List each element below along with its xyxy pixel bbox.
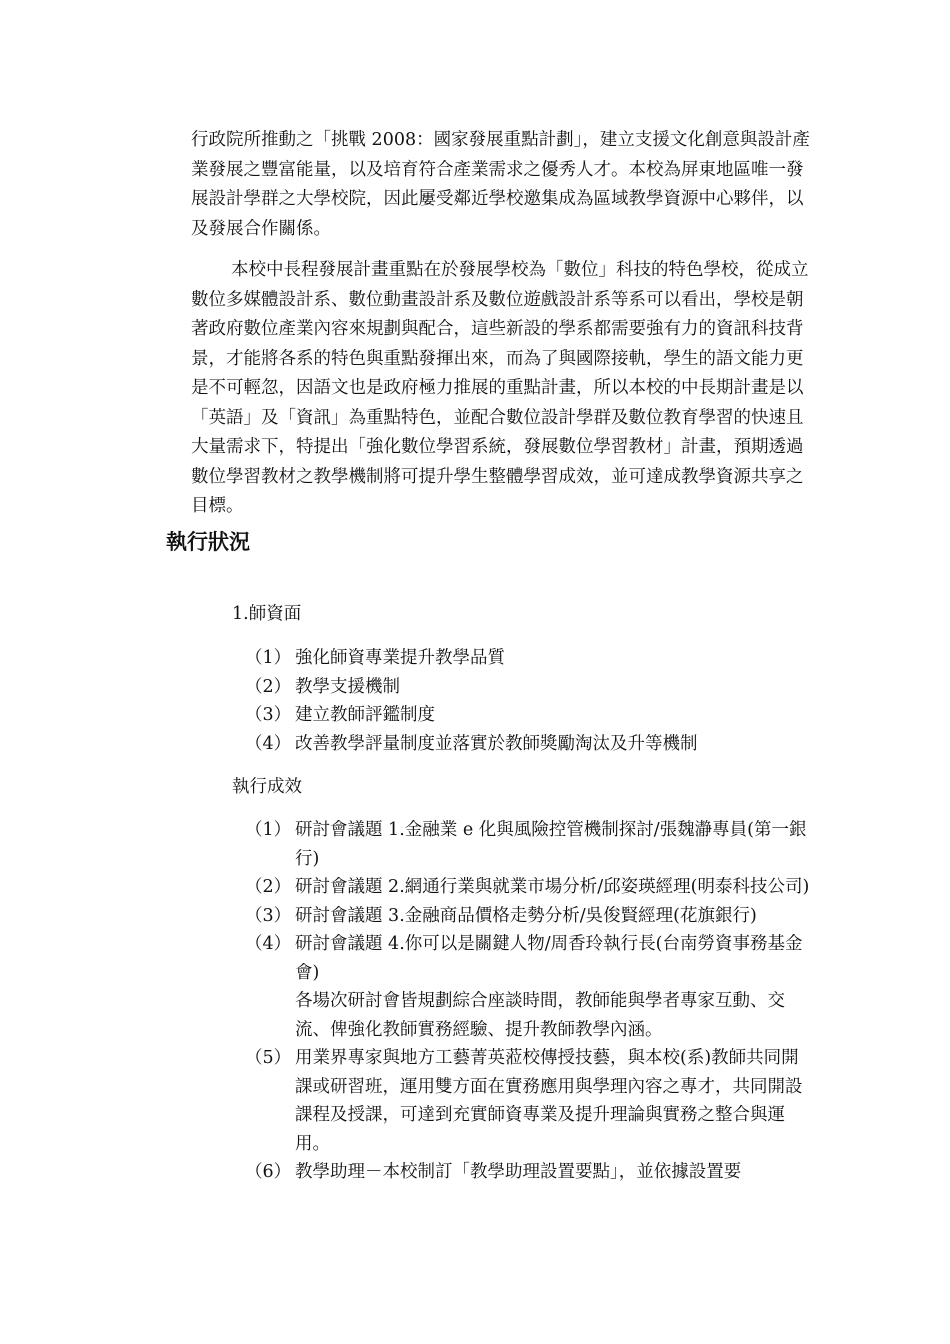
item-number: （2）	[245, 877, 292, 897]
section-heading: 執行狀況	[166, 529, 250, 554]
list-item	[245, 816, 815, 873]
item-number: （1）	[245, 648, 292, 668]
list-item	[245, 701, 815, 730]
item-number: （4）	[245, 934, 292, 954]
results-items-list	[245, 816, 815, 1187]
item-number: （1）	[245, 820, 292, 840]
teacher-section-label: 1.師資面	[232, 604, 302, 624]
item-text: 改善教學評量制度並落實於教師獎勵淘汰及升等機制	[295, 733, 698, 754]
list-item	[245, 1044, 815, 1158]
list-item	[245, 873, 815, 902]
item-text: 研討會議題 1.金融業 e 化與風險控管機制探討/張魏瀞專員(第一銀行)	[295, 820, 807, 869]
item-text: 教學支援機制	[295, 676, 400, 697]
list-item	[245, 673, 815, 702]
item-text: 用業界專家與地方工藝菁英蒞校傳授技藝，與本校(系)教師共同開課或研習班，運用雙方面在實務應用與學理內容之專才，共同開設課程及授課，可達到充實師資專業及提升理論與實務之整合與運用。	[295, 1048, 803, 1154]
list-item	[245, 902, 815, 931]
item-text: 研討會議題 2.網通行業與就業市場分析/邱姿瑛經理(明泰科技公司)	[295, 877, 810, 897]
list-item	[245, 1158, 815, 1187]
item-number: （6）	[245, 1162, 292, 1182]
item-text: 建立教師評鑑制度	[295, 705, 435, 725]
list-item	[245, 644, 815, 673]
item-number: （2）	[245, 676, 292, 697]
item-number: （3）	[245, 705, 292, 725]
intro-paragraph-2: 本校中長程發展計畫重點在於發展學校為「數位」科技的特色學校，從成立數位多媒體設計系、數位動畫設計系及數位遊戲設計系等系可以看出，學校是朝著政府數位產業內容來規劃與配合，這些新設的學系都需要強有力的資訊科技背景，才能將各系的特色與重點發揮出來，而為了與國際接軌，學生的語文能力更是不可輕忽，因語文也是政府極力推展的重點計畫，所以本校的中長期計畫是以「英語」及「資訊」為重點特色，並配合數位設計學群及數位教育學習的快速且大量需求下，特提出「強化數位學習系統，發展數位學習教材」計畫，預期透過數位學習教材之教學機制將可提升學生整體學習成效，並可達成教學資源共享之目標。	[191, 260, 809, 516]
note-text: 各場次研討會皆規劃綜合座談時間，教師能與學者專家互動、交流、俾強化教師實務經驗、提升教師教學內涵。	[295, 991, 785, 1040]
item-text: 強化師資專業提升教學品質	[295, 648, 505, 668]
item-number: （3）	[245, 905, 292, 926]
item-text: 研討會議題 3.金融商品價格走勢分析/吳俊賢經理(花旗銀行)	[295, 905, 757, 926]
item-number: （4）	[245, 733, 292, 754]
item-text: 教學助理－本校制訂「教學助理設置要點」，並依據設置要	[295, 1162, 742, 1182]
list-item	[245, 930, 815, 987]
results-section-label: 執行成效	[232, 777, 302, 797]
results-note	[245, 987, 815, 1044]
intro-paragraph-1: 行政院所推動之「挑戰 2008：國家發展重點計劃」，建立支援文化創意與設計產業發展之豐富能量，以及培育符合產業需求之優秀人才。本校為屏東地區唯一發展設計學群之大學校院，因此屢受鄰近學校邀集成為區域教學資源中心夥伴，以及發展合作關係。	[191, 130, 810, 239]
teacher-items-list	[245, 644, 815, 758]
list-item	[245, 730, 815, 759]
item-text: 研討會議題 4.你可以是關鍵人物/周香玲執行長(台南勞資事務基金會)	[295, 934, 803, 983]
item-number: （5）	[245, 1048, 292, 1068]
